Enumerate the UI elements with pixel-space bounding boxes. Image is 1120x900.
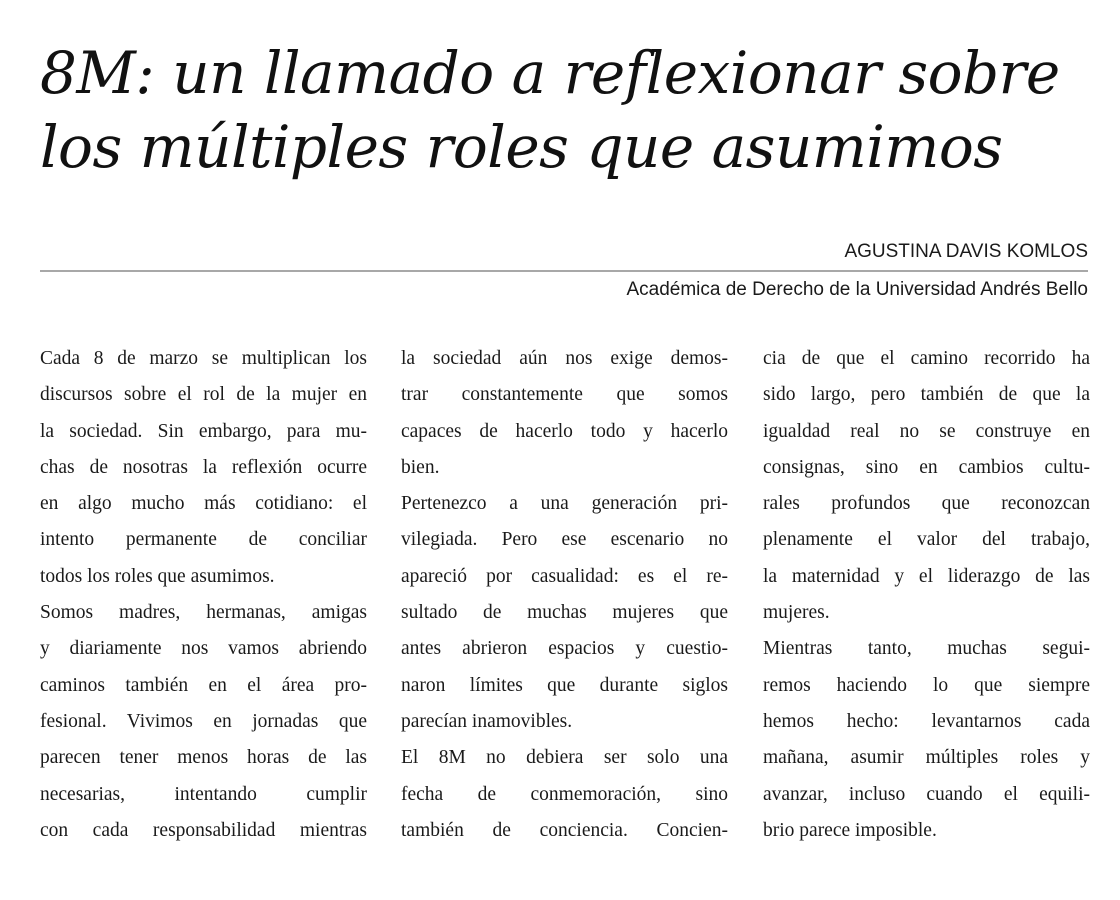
body-line: vilegiada. Pero ese escenario no	[401, 529, 728, 551]
body-line: parecen tener menos horas de las	[40, 747, 367, 769]
body-line: capaces de hacerlo todo y hacerlo	[401, 420, 728, 442]
body-line: caminos también en el área pro-	[40, 674, 367, 696]
body-line: mujeres.	[763, 602, 830, 624]
body-line: remos haciendo lo que siempre	[763, 674, 1090, 696]
body-line: la sociedad. Sin embargo, para mu-	[40, 420, 367, 442]
body-line: todos los roles que asumimos.	[40, 565, 275, 587]
body-line: Pertenezco a una generación pri-	[401, 493, 728, 515]
body-line: fesional. Vivimos en jornadas que	[40, 710, 367, 732]
body-line: con cada responsabilidad mientras	[40, 819, 367, 841]
author-name: AGUSTINA DAVIS KOMLOS	[844, 241, 1088, 262]
body-line: mañana, asumir múltiples roles y	[763, 747, 1090, 769]
article-headline	[40, 36, 1100, 184]
body-line: antes abrieron espacios y cuestio-	[401, 638, 728, 660]
body-column-2	[401, 341, 728, 849]
body-line: Somos madres, hermanas, amigas	[40, 602, 367, 624]
body-line: en algo mucho más cotidiano: el	[40, 493, 367, 515]
body-line: El 8M no debiera ser solo una	[401, 747, 728, 769]
body-line: naron límites que durante siglos	[401, 674, 728, 696]
body-line: plenamente el valor del trabajo,	[763, 529, 1090, 551]
headline-line: los múltiples roles que asumimos	[40, 113, 1003, 181]
body-line: la sociedad aún nos exige demos-	[401, 348, 728, 369]
body-line: y diariamente nos vamos abriendo	[40, 638, 367, 660]
body-line: la maternidad y el liderazgo de las	[763, 565, 1090, 587]
body-line: discursos sobre el rol de la mujer en	[40, 384, 367, 406]
byline-divider	[40, 270, 1088, 272]
body-line: avanzar, incluso cuando el equili-	[763, 783, 1090, 805]
headline-line: 8M: un llamado a reflexionar sobre	[40, 39, 1060, 107]
body-line: sido largo, pero también de que la	[763, 384, 1090, 406]
body-line: apareció por casualidad: es el re-	[401, 565, 728, 587]
body-line: Cada 8 de marzo se multiplican los	[40, 348, 367, 369]
body-line: parecían inamovibles.	[401, 710, 573, 732]
body-line: rales profundos que reconozcan	[763, 493, 1090, 515]
body-line: también de conciencia. Concien-	[401, 819, 728, 841]
body-line: sultado de muchas mujeres que	[401, 602, 728, 624]
body-line: hemos hecho: levantarnos cada	[763, 710, 1090, 732]
body-line: cia de que el camino recorrido ha	[763, 348, 1090, 369]
body-line: brio parece imposible.	[763, 819, 937, 841]
article-body	[40, 341, 1090, 881]
body-line: trar constantemente que somos	[401, 384, 728, 406]
body-line: fecha de conmemoración, sino	[401, 783, 728, 805]
body-line: intento permanente de conciliar	[40, 529, 367, 551]
body-column-3	[763, 341, 1090, 849]
body-line: igualdad real no se construye en	[763, 420, 1090, 442]
body-line: Mientras tanto, muchas segui-	[763, 638, 1090, 660]
body-column-1	[40, 341, 367, 849]
body-line: chas de nosotras la reflexión ocurre	[40, 456, 367, 478]
body-line: necesarias, intentando cumplir	[40, 783, 367, 805]
author-affiliation: Académica de Derecho de la Universidad Andrés Bello	[626, 279, 1088, 300]
body-line: bien.	[401, 456, 440, 478]
body-line: consignas, sino en cambios cultu-	[763, 456, 1090, 478]
